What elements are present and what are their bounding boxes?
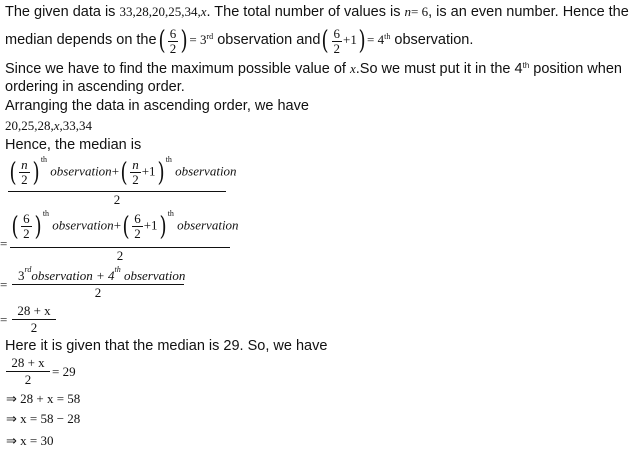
step-subtract: ⇒ x = 58 − 28	[6, 411, 81, 426]
median-formula-substituted: = ( $\frac{6}{2}$ ) $^{th}$ observation+( $\frac{6}{2}$ +1) $^{th}$ observation 2	[0, 209, 239, 263]
median-formula-ordinals: = 3rdobservation + 4th observation 2	[0, 265, 186, 300]
median-heading: Hence, the median is	[5, 137, 142, 153]
n-value: n= 6	[404, 4, 429, 19]
ordering-line: ordering in ascending order.	[5, 79, 185, 95]
given-median-line: Here it is given that the median is 29. So, we have	[5, 338, 328, 354]
intro-line-1	[5, 3, 629, 21]
median-depends-text: median depends on the	[5, 32, 157, 48]
data-values: 33,28,20,25,34,x	[119, 4, 207, 19]
arranging-line: Arranging the data in ascending order, we have	[5, 98, 309, 114]
intro-text: The given data is	[5, 4, 116, 20]
max-value-line: Since we have to find the maximum possible value of x.So we must put it in the 4th position when	[5, 61, 622, 77]
step-answer: ⇒ x = 30	[6, 433, 54, 448]
even-text: , is an even number. Hence the	[428, 4, 629, 20]
total-values-text: . The total number of values is	[206, 4, 401, 20]
observation-text: observation	[217, 32, 293, 48]
step-sum: ⇒ 28 + x = 58	[6, 391, 81, 406]
sorted-data: 20,25,28,x,33,34	[5, 118, 93, 133]
median-formula-result: = 28 + x 2	[0, 303, 60, 337]
median-formula-general: ( $\frac{n}{2}$ ) $^{th}$ observation+( $\frac{n}{2}$ +1) $^{th}$ observation 2	[9, 155, 237, 207]
and-text: and	[296, 32, 321, 48]
median-equation: 28 + x 2 = 29	[6, 355, 106, 389]
median-position-line	[5, 23, 473, 57]
position-4-expr: ( $\frac{6}{2}$ +1) = 4th	[321, 25, 391, 57]
observation-end-text: observation.	[394, 32, 474, 48]
position-3-expr: ( $\frac{6}{2}$ ) = 3rd	[158, 25, 214, 57]
